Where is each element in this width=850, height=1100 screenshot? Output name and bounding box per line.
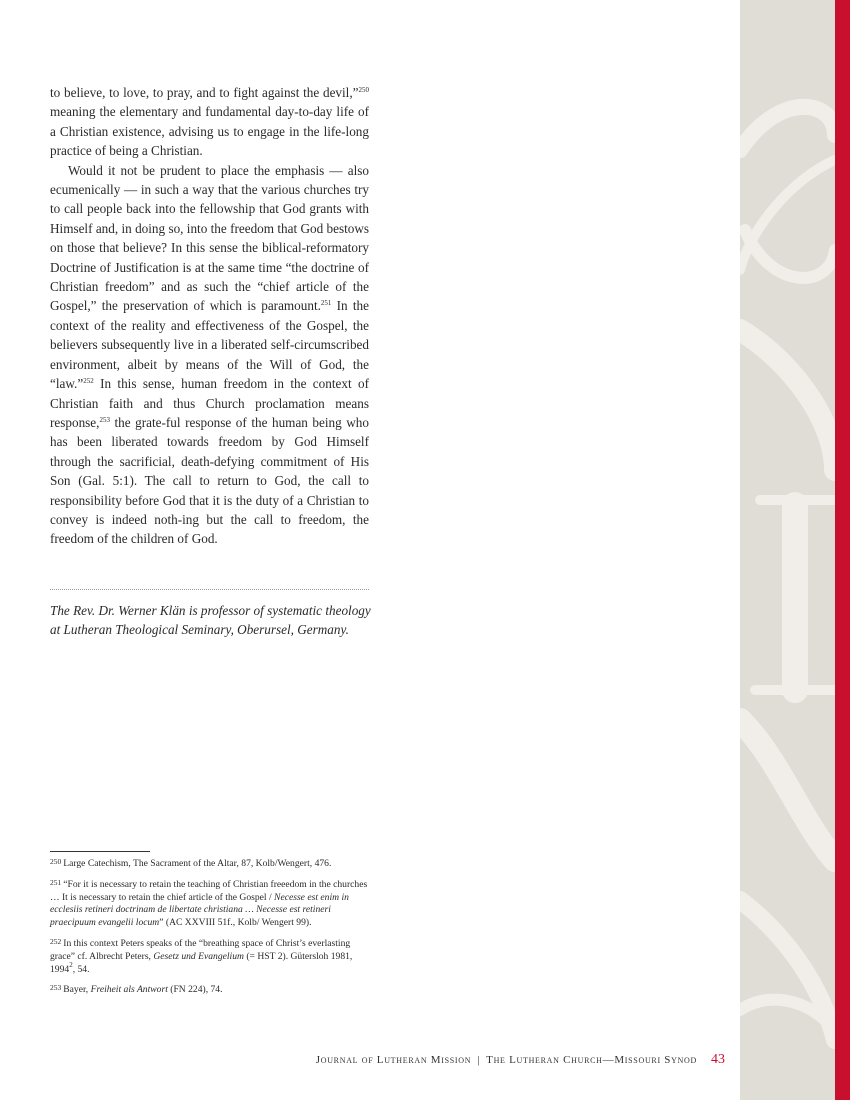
text-run: meaning the elementary and fundamental day-to-day life of a Christian existence, advising us to engage in the life-long practice of being a Christian. [50,104,369,159]
footnote-number: 250 [50,857,62,866]
page-number: 43 [711,1052,725,1067]
footnote-latin-quote: Necesse est enim in ecclesiis retineri doctrinam de libertate christiana … Necesse est retineri praecipuum evangelii locum [50,891,349,929]
article-body [50,83,369,549]
journal-title: Journal of Lutheran Mission [315,1054,472,1066]
footnote-number: 253 [50,983,62,993]
footnote-252 [50,936,372,976]
footer-separator: | [477,1054,481,1066]
footnote-text: (FN 224), 74. [167,984,223,996]
publisher-name: The Lutheran Church—Missouri Synod [486,1054,697,1066]
text-run: In this sense, human freedom in the context of Christian faith and thus Church proclamation means response, [50,376,369,430]
footnote-text: Bayer, [63,984,91,996]
accent-bar [835,0,850,1100]
footnote-number: 251 [50,877,62,887]
footnote-text: , 54. [72,963,90,975]
footnote-text: (= HST 2). Gütersloh 1981, 1994 [50,950,353,975]
text-run: to believe, to love, to pray, and to fight against the devil,” [50,85,359,100]
text-run: Would it not be prudent to place the emphasis — also ecumenically — in such a way that the various churches try to call people back into the fellowship that God grants with Himself and, in doing so, into the freedom that God bestows on those that believe? In this sense the biblical-reformatory Doctrine of Justification is at the same time “the doctrine of Christian freedom” and as such the “chief article of the Gospel,” the preservation of which is paramount. [50,162,369,314]
decorative-monogram [740,0,835,1100]
footnote-ref-251: 251 [320,299,332,308]
footnote-book-title: Gesetz und Evangelium [153,950,244,962]
footnote-251 [50,877,372,930]
footnote-text: ” (AC XXVIII 51f., Kolb/ Wengert 99). [159,917,312,929]
footnote-rule [50,851,150,852]
footnote-book-title: Freiheit als Antwort [90,984,168,996]
footnote-ref-250: 250 [358,86,369,94]
footnote-ref-253: 253 [99,415,110,424]
page-footer [0,1052,725,1068]
text-run: the grate-ful response of the human being who has been liberated towards freedom by God Himself through the sacrificial, death-defying commitment of His Son (Gal. 5:1). The call to return to God, the call to responsibility before God that it is the duty of a Christian to convey is indeed noth-ing but the call to freedom, the freedom of the children of God. [50,414,369,547]
section-divider [50,589,369,590]
decorative-sidebar [740,0,835,1100]
footnote-ref-252: 252 [83,377,94,386]
footnote-number: 252 [50,936,62,946]
footnote-253 [50,982,372,997]
paragraph [50,161,369,549]
text-run: In the context of the reality and effectiveness of the Gospel, the believers subsequently live in a liberated self-circumscribed environment, albeit by means of the Will of God, the “law.” [50,298,369,392]
footnotes [50,856,372,1003]
edition-superscript: 2 [69,960,73,969]
author-bio: The Rev. Dr. Werner Klän is professor of systematic theology at Lutheran Theological Seminary, Oberursel, Germany. [50,603,371,638]
footnote-250 [50,856,372,871]
footnote-text: “For it is necessary to retain the teaching of Christian freeedom in the churches … It is necessary to retain the chief article of the Gospel / [50,878,368,903]
footnote-text: In this context Peters speaks of the “breathing space of Christ’s everlasting grace” cf. Albrecht Peters, [50,937,351,962]
footnote-text: Large Catechism, The Sacrament of the Altar, 87, Kolb/Wengert, 476. [63,858,332,869]
paragraph [50,83,369,161]
